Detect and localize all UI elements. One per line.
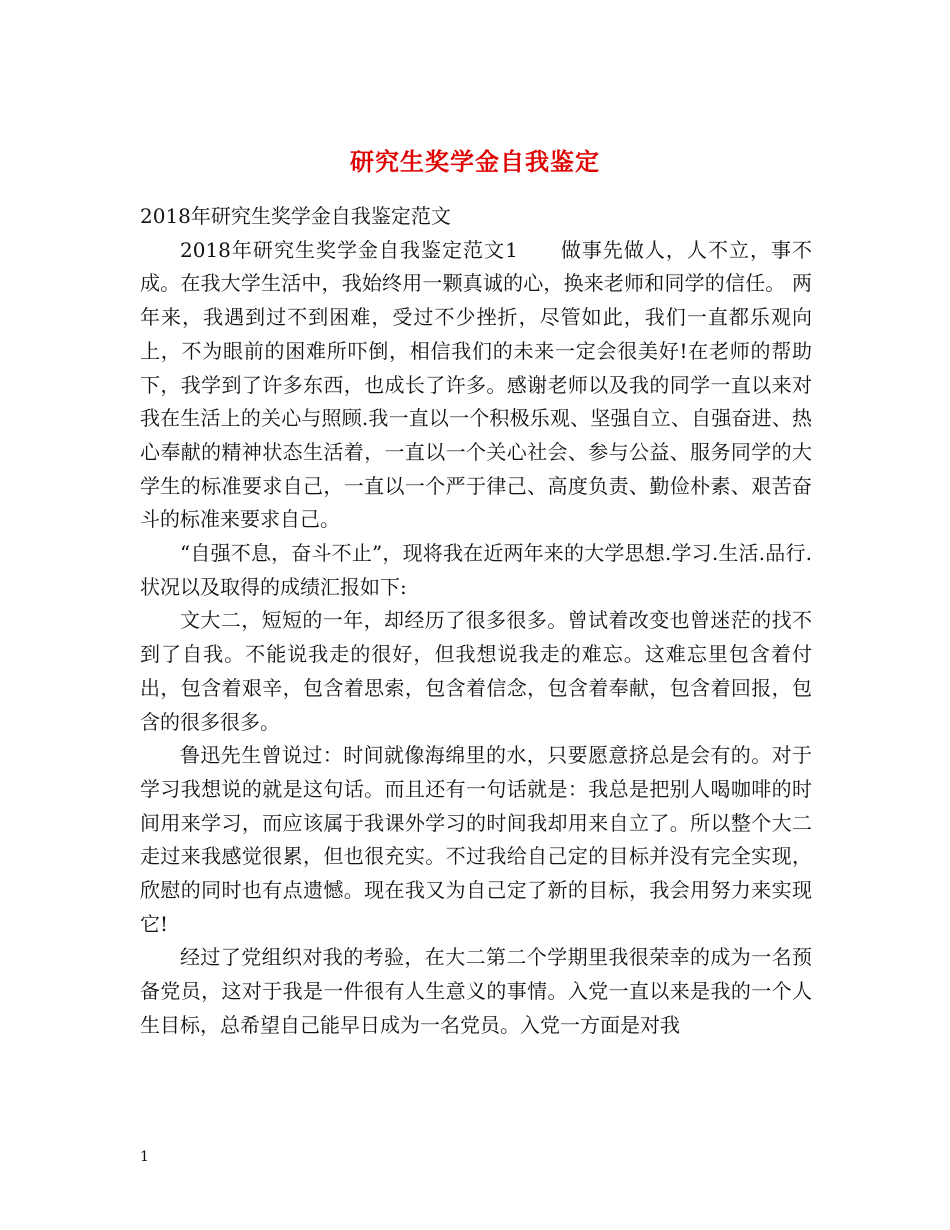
paragraph-2: “自强不息，奋斗不止”，现将我在近两年来的大学思想.学习.生活.品行.状况以及取得的成绩汇报如下: <box>140 541 812 599</box>
paragraph-3: 文大二，短短的一年，却经历了很多很多。曾试着改变也曾迷茫的找不到了自我。不能说我走的很好，但我想说我走的难忘。这难忘里包含着付出，包含着艰辛，包含着思索，包含着信念，包含着奉献，包含着回报，包含的很多很多。 <box>140 608 812 734</box>
paragraph-4: 鲁迅先生曾说过：时间就像海绵里的水，只要愿意挤总是会有的。对于学习我想说的就是这句话。而且还有一句话就是：我总是把别人喝咖啡的时间用来学习，而应该属于我课外学习的时间我却用来自立了。所以整个大二走过来我感觉很累，但也很充实。不过我给自己定的目标并没有完全实现，欣慰的同时也有点遗憾。现在我又为自己定了新的目标，我会用努力来实现它! <box>140 743 812 936</box>
paragraph-5: 经过了党组织对我的考验，在大二第二个学期里我很荣幸的成为一名预备党员，这对于我是一件很有人生意义的事情。入党一直以来是我的一个人生目标，总希望自己能早日成为一名党员。入党一方面是对我 <box>140 945 812 1037</box>
document-subtitle: 2018年研究生奖学金自我鉴定范文 <box>140 204 451 228</box>
page-title: 研究生奖学金自我鉴定 <box>350 147 600 177</box>
page-number: 1 <box>140 1149 149 1165</box>
document-body <box>140 200 812 1043</box>
paragraph-1: 2018年研究生奖学金自我鉴定范文1 做事先做人，人不立，事不成。在我大学生活中，我始终用一颗真诚的心，换来老师和同学的信任。 两年来，我遇到过不到困难，受过不少挫折，尽管如此，我们一直都乐观向上，不为眼前的困难所吓倒，相信我们的未来一定会很美好!在老师的帮助下，我学到了许多东西，也成长了许多。感谢老师以及我的同学一直以来对我在生活上的关心与照顾.我一直以一个积极乐观、坚强自立、自强奋进、热心奉献的精神状态生活着，一直以一个关心社会、参与公益、服务同学的大学生的标准要求自己，一直以一个严于律己、高度负责、勤俭朴素、艰苦奋斗的标准来要求自己。 <box>140 237 812 532</box>
